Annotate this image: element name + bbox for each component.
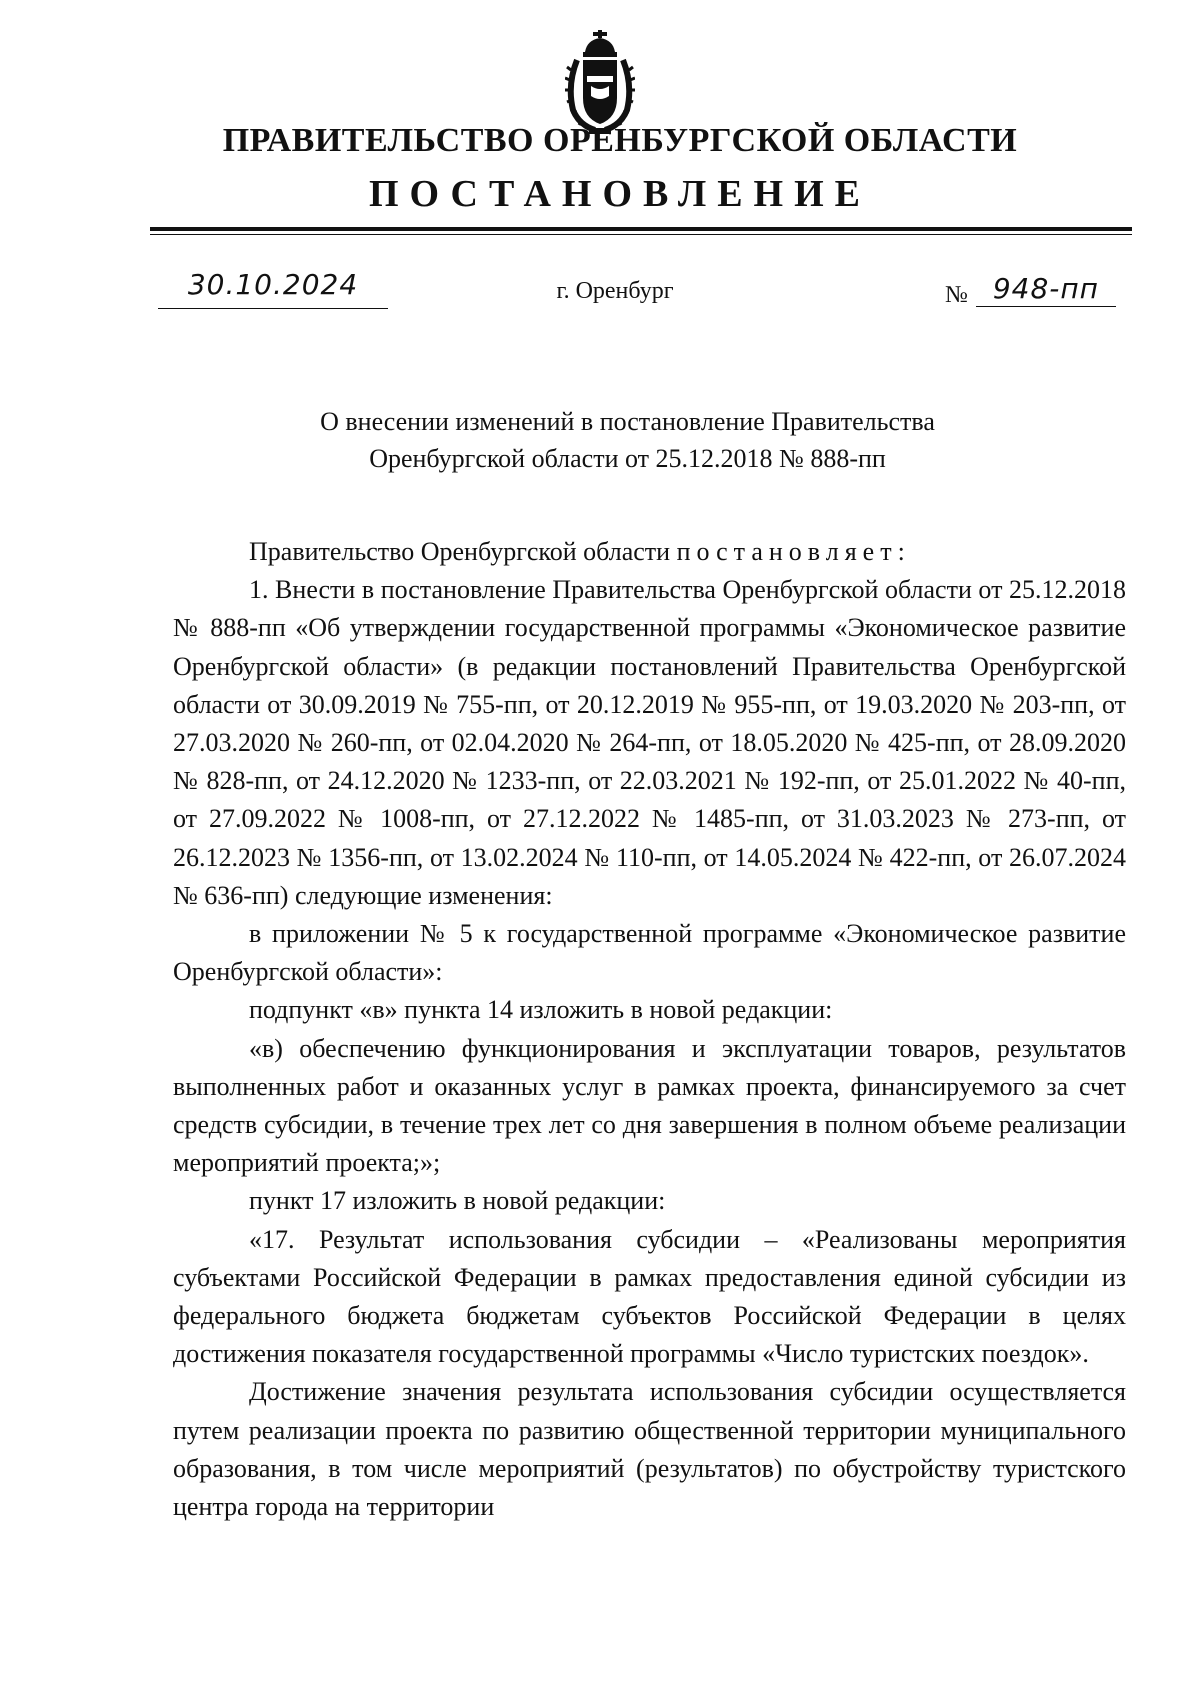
document-body [173, 533, 1126, 1526]
preamble-paragraph [173, 533, 1126, 571]
paragraph-1: 1. Внести в постановление Правительства Оренбургской области от 25.12.2018 № 888-пп «Об утверждении государственной программы «Экономическое развитие Оренбургской области» (в редакции постановлений Правительства Оренбургской области от 30.09.2019 № 755-пп, от 20.12.2019 № 955-пп, от 19.03.2020 № 203-пп, от 27.03.2020 № 260-пп, от 02.04.2020 № 264-пп, от 18.05.2020 № 425-пп, от 28.09.2020 № 828-пп, от 24.12.2020 № 1233-пп, от 22.03.2021 № 192-пп, от 25.01.2022 № 40-пп, от 27.09.2022 № 1008-пп, от 27.12.2022 № 1485-пп, от 31.03.2023 № 273-пп, от 26.12.2023 № 1356-пп, от 13.02.2024 № 110-пп, от 14.05.2024 № 422-пп, от 26.07.2024 № 636-пп) следующие изменения: [173, 575, 1126, 910]
handwritten-date: 30.10.2024 [187, 268, 359, 301]
number-sign: № [945, 282, 968, 308]
subject-line-2: Оренбургской области от 25.12.2018 № 888-пп [369, 444, 886, 473]
header-divider-thin [150, 234, 1132, 235]
preamble-verb: постановляет: [676, 537, 911, 566]
preamble-text: Правительство Оренбургской области [249, 537, 677, 566]
organization-title: ПРАВИТЕЛЬСТВО ОРЕНБУРГСКОЙ ОБЛАСТИ [222, 122, 1018, 159]
city-label: г. Оренбург [556, 278, 674, 304]
header-divider-thick [150, 227, 1132, 231]
crown-icon [583, 30, 617, 57]
document-number-field [945, 272, 1116, 308]
paragraph-subitem-14: подпункт «в» пункта 14 изложить в новой редакции: [249, 995, 833, 1025]
document-type-title: ПОСТАНОВЛЕНИЕ [368, 173, 872, 215]
handwritten-number: 948-пп [976, 272, 1116, 307]
paragraph-item-17: пункт 17 изложить в новой редакции: [249, 1186, 666, 1216]
subject-line-1: О внесении изменений в постановление Правительства [320, 407, 935, 436]
document-subject [0, 403, 1200, 477]
paragraph-appendix: в приложении № 5 к государственной программе «Экономическое развитие Оренбургской области»: [173, 919, 1126, 987]
paragraph-item-17-text: «17. Результат использования субсидии – «Реализованы мероприятия субъектами Российской Федерации в рамках предоставления единой субсидии из федерального бюджета бюджетам субъектов Российской Федерации в целях достижения показателя государственной программы «Число туристских поездок». [173, 1224, 1126, 1369]
paragraph-subitem-v: «в) обеспечению функционирования и эксплуатации товаров, результатов выполненных работ и оказанных услуг в рамках проекта, финансируемого за счет средств субсидии, в течение трех лет со дня завершения в полном объеме реализации мероприятий проекта;»; [173, 1033, 1126, 1178]
paragraph-achievement: Достижение значения результата использования субсидии осуществляется путем реализации проекта по развитию общественной территории муниципального образования, в том числе мероприятий (результатов) по обустройству туристского центра города на территории [173, 1377, 1126, 1522]
